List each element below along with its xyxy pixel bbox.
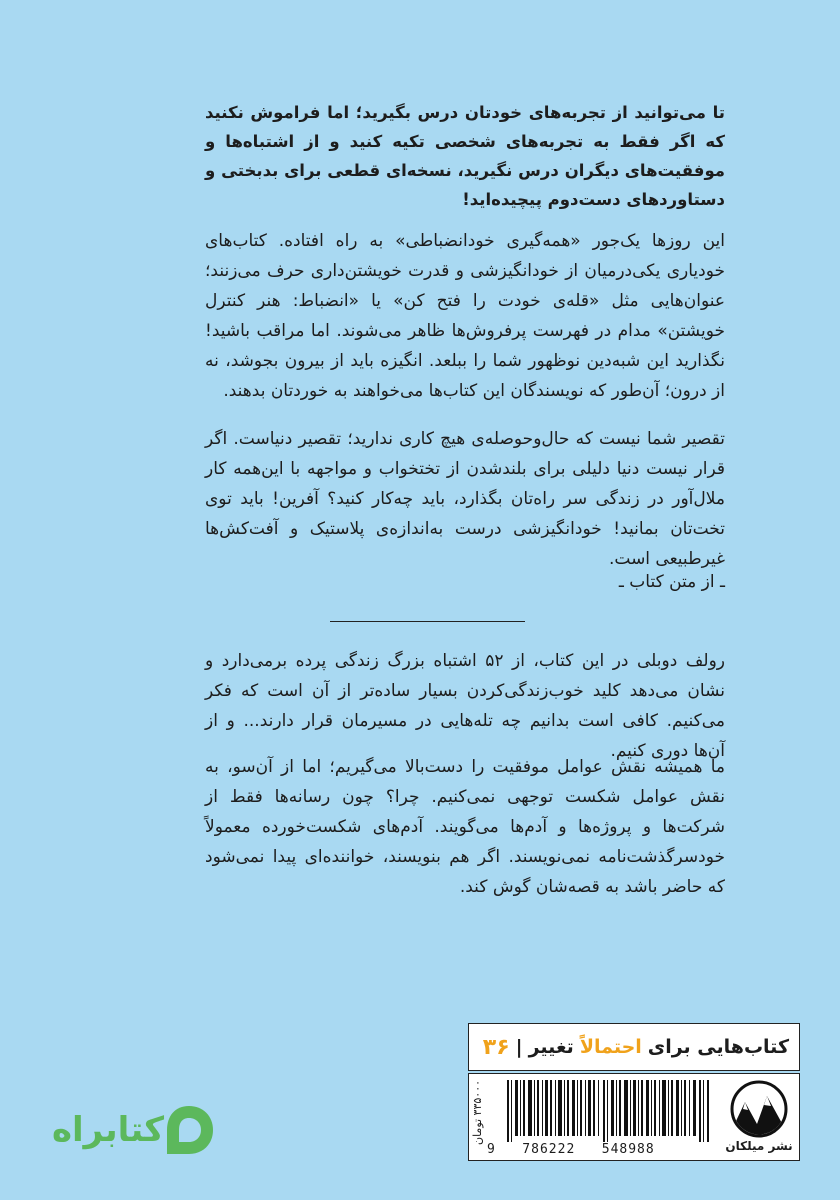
ketabrah-logo-icon	[163, 1104, 215, 1156]
series-separator: |	[515, 1036, 523, 1058]
series-suffix: تغییر	[528, 1036, 574, 1058]
series-number: ۳۶	[482, 1034, 510, 1060]
ketabrah-watermark	[40, 1100, 215, 1160]
series-prefix: کتاب‌هایی برای	[647, 1036, 789, 1058]
publisher-name: نشر میلکان	[725, 1139, 793, 1153]
quote-paragraph-1: این روزها یک‌جور «همه‌گیری خودانضباطی» به راه افتاده. کتاب‌های خودیاری یکی‌درمیان از خودانگیزشی و قدرت خویشتن‌داری حرف می‌زنند؛ عنوان‌هایی مثل «قله‌ی خودت را فتح کن» یا «انضباط: هنر کنترل خویشتن» مدام در فهرست پرفروش‌ها ظاهر می‌شوند. اما مراقب باشید! نگذارید این شبه‌دین نوظهور شما را ببلعد. انگیزه باید از بیرون بجوشد، نه از درون؛ آن‌طور که نویسندگان این کتاب‌ها می‌خواهند به خوردتان بدهند.	[205, 231, 725, 401]
quote-paragraph-2: تقصیر شما نیست که حال‌وحوصله‌ی هیچ کاری ندارید؛ تقصیر دنیاست. اگر قرار نیست دنیا دلیلی برای بلندشدن از تختخواب و مواجهه با این‌همه کار ملال‌آور در زندگی سر راه‌تان بگذارد، باید چه‌کار کنید؟ آفرین! باید توی تخت‌تان بمانید! خودانگیزشی درست به‌اندازه‌ی پلاستیک و آفت‌کش‌ها غیرطبیعی است.	[205, 429, 725, 569]
description-paragraph-1: رولف دوبلی در این کتاب، از ۵۲ اشتباه بزرگ زندگی پرده برمی‌دارد و نشان می‌دهد کلید خوب‌زندگی‌کردن بسیار ساده‌تر از آن است که فکر می‌کنیم. کافی است بدانیم چه تله‌هایی در مسیرمان قرار دارند... و از آن‌ها دوری کنیم.	[205, 651, 725, 761]
intro-text: تا می‌توانید از تجربه‌های خودتان درس بگیرید؛ اما فراموش نکنید که اگر فقط به تجربه‌های شخصی تکیه کنید و از اشتباه‌ها و موفقیت‌های دیگران درس نگیرید، نسخه‌ای قطعی برای بدبختی و دستاوردهای دست‌دوم پیچیده‌اید!	[205, 103, 725, 209]
barcode-panel	[468, 1073, 800, 1161]
barcode-bars	[507, 1080, 712, 1142]
price-label: ۳۳۵۰۰۰ تومان	[471, 1080, 484, 1146]
quote-source: ـ از متن کتاب ـ	[618, 572, 725, 592]
ketabrah-wordmark: کتابراه	[51, 1110, 164, 1150]
description-paragraph-2: ما همیشه نقش عوامل موفقیت را دست‌بالا می‌گیریم؛ اما از آن‌سو، به نقش عوامل شکست توجهی نمی‌کنیم. چرا؟ چون رسانه‌ها فقط از شرکت‌ها و پروژه‌ها و آدم‌ها می‌گویند. آدم‌های شکست‌خورده معمولاً خودسرگذشت‌نامه نمی‌نویسند. اگر هم بنویسند، خواننده‌ای پیدا نمی‌شود که حاضر باشد به قصه‌شان گوش کند.	[205, 757, 725, 897]
mountain-logo-icon	[727, 1080, 791, 1138]
divider	[330, 621, 525, 622]
isbn-digits: 9 786222 548988	[487, 1142, 655, 1157]
series-label	[468, 1023, 800, 1071]
series-accent: احتمالاً	[579, 1036, 642, 1058]
